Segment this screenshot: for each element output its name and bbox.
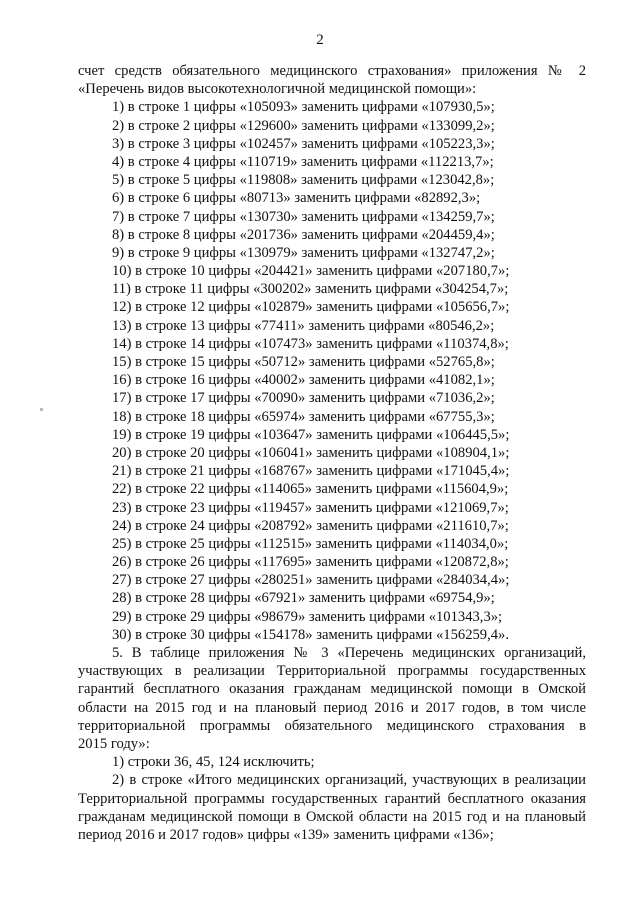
document-body (78, 62, 586, 844)
intro-line: счет средств обязательного медицинского страхования» приложения № 2 (78, 63, 586, 79)
list-item: 10) в строке 10 цифры «204421» заменить цифрами «207180,7»; (112, 263, 510, 280)
section-5 (78, 644, 586, 753)
sub-item-line: гражданам медицинской помощи в Омской области на 2015 год и на плановый (78, 808, 586, 825)
sub-item-line: 2) в строке «Итого медицинских организаций, участвующих в реализации (112, 772, 586, 789)
list-item: 23) в строке 23 цифры «119457» заменить цифрами «121069,7»; (112, 499, 509, 516)
list-item: 27) в строке 27 цифры «280251» заменить цифрами «284034,4»; (112, 572, 510, 589)
list-item: 6) в строке 6 цифры «80713» заменить цифрами «82892,3»; (112, 190, 481, 207)
intro-line: «Перечень видов высокотехнологичной медицинской помощи»: (78, 81, 477, 98)
list-item: 19) в строке 19 цифры «103647» заменить цифрами «106445,5»; (112, 426, 510, 443)
sub-item-line: период 2016 и 2017 годов» цифры «139» заменить цифрами «136»; (78, 826, 494, 843)
list-item: 18) в строке 18 цифры «65974» заменить цифрами «67755,3»; (112, 408, 495, 425)
list-item: 20) в строке 20 цифры «106041» заменить цифрами «108904,1»; (112, 444, 510, 461)
list-item: 22) в строке 22 цифры «114065» заменить цифрами «115604,9»; (112, 481, 509, 498)
list-item: 3) в строке 3 цифры «102457» заменить цифрами «105223,3»; (112, 135, 495, 152)
list-item: 14) в строке 14 цифры «107473» заменить цифрами «110374,8»; (112, 335, 509, 352)
page-number: 2 (316, 32, 324, 48)
replacement-list (78, 98, 586, 644)
section-line: 5. В таблице приложения № 3 «Перечень медицинских организаций, (112, 645, 586, 661)
list-item: 2) в строке 2 цифры «129600» заменить цифрами «133099,2»; (112, 117, 495, 134)
section-line: области на 2015 год и на плановый период 2016 и 2017 годов, в том числе (78, 699, 586, 716)
list-item: 1) в строке 1 цифры «105093» заменить цифрами «107930,5»; (112, 99, 495, 116)
sub-item-line: Территориальной программы государственных гарантий бесплатного оказания (78, 790, 586, 807)
section-line: гарантий бесплатного оказания гражданам медицинской помощи в Омской (78, 681, 586, 698)
list-item: 13) в строке 13 цифры «77411» заменить цифрами «80546,2»; (112, 317, 495, 334)
list-item: 8) в строке 8 цифры «201736» заменить цифрами «204459,4»; (112, 226, 495, 243)
list-item: 7) в строке 7 цифры «130730» заменить цифрами «134259,7»; (112, 208, 495, 225)
list-item: 26) в строке 26 цифры «117695» заменить цифрами «120872,8»; (112, 554, 509, 571)
sub-item-1: 1) строки 36, 45, 124 исключить; (112, 754, 315, 771)
list-item: 25) в строке 25 цифры «112515» заменить цифрами «114034,0»; (112, 535, 509, 552)
section-line: участвующих в реализации Территориальной программы государственных (78, 663, 586, 680)
list-item: 30) в строке 30 цифры «154178» заменить цифрами «156259,4». (112, 626, 509, 643)
list-item: 11) в строке 11 цифры «300202» заменить цифрами «304254,7»; (112, 281, 509, 298)
list-item: 29) в строке 29 цифры «98679» заменить цифрами «101343,3»; (112, 608, 503, 625)
section-line: территориальной программы обязательного медицинского страхования в (78, 717, 586, 734)
list-item: 28) в строке 28 цифры «67921» заменить цифрами «69754,9»; (112, 590, 495, 607)
list-item: 17) в строке 17 цифры «70090» заменить цифрами «71036,2»; (112, 390, 495, 407)
list-item: 4) в строке 4 цифры «110719» заменить цифрами «112213,7»; (112, 153, 494, 170)
list-item: 24) в строке 24 цифры «208792» заменить цифрами «211610,7»; (112, 517, 509, 534)
list-item: 16) в строке 16 цифры «40002» заменить цифрами «41082,1»; (112, 372, 495, 389)
list-item: 15) в строке 15 цифры «50712» заменить цифрами «52765,8»; (112, 354, 495, 370)
list-item: 12) в строке 12 цифры «102879» заменить цифрами «105656,7»; (112, 299, 510, 316)
scan-speck (40, 408, 43, 411)
list-item: 21) в строке 21 цифры «168767» заменить цифрами «171045,4»; (112, 463, 510, 480)
section-line: 2015 году»: (78, 735, 150, 752)
list-item: 5) в строке 5 цифры «119808» заменить цифрами «123042,8»; (112, 172, 495, 189)
list-item: 9) в строке 9 цифры «130979» заменить цифрами «132747,2»; (112, 244, 495, 261)
sub-item-2 (78, 771, 586, 844)
